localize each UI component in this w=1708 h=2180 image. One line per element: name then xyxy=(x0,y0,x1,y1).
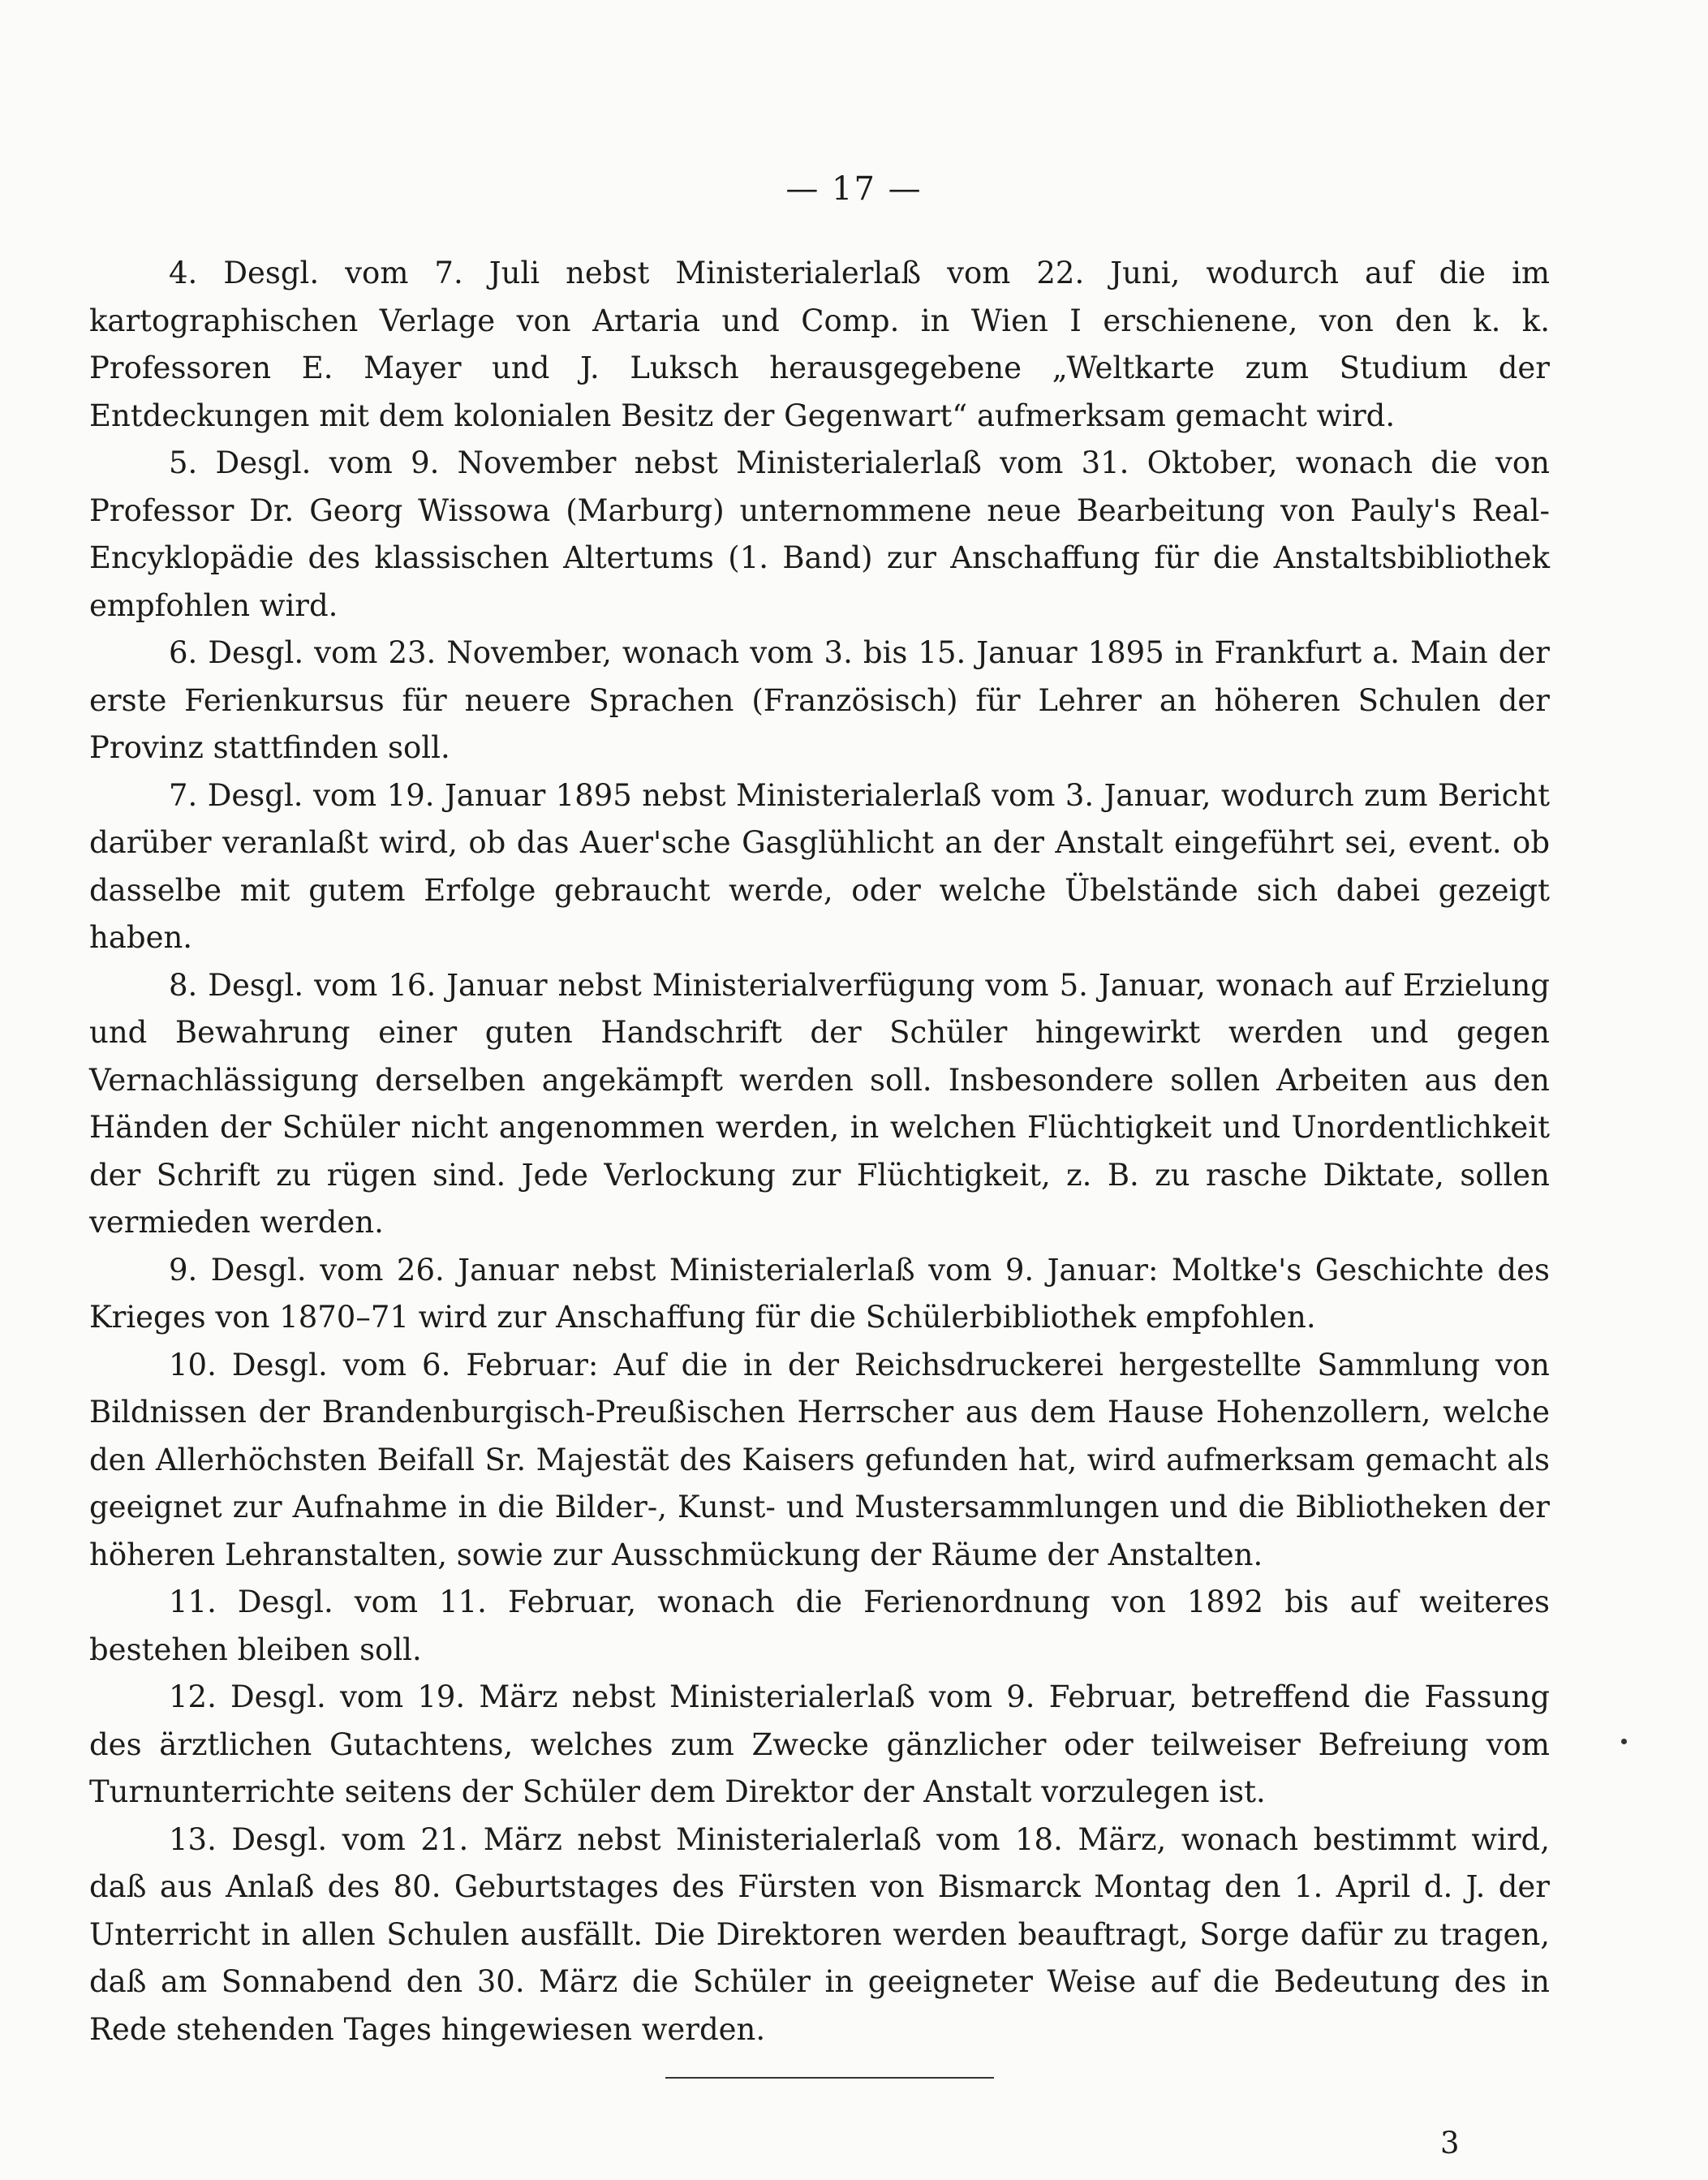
decree-item-5: 5. Desgl. vom 9. November nebst Ministerialerlaß vom 31. Oktober, wonach die von Professor Dr. Georg Wissowa (Marburg) unternommene neue Bearbeitung von Pauly's Real-Encyklopädie des klassischen Altertums (1. Band) zur Anschaffung für die Anstaltsbibliothek empfohlen wird. xyxy=(89,445,1550,623)
page-number: — 17 — xyxy=(785,170,923,208)
decree-item-10: 10. Desgl. vom 6. Februar: Auf die in der Reichsdruckerei hergestellte Sammlung von Bildnissen der Brandenburgisch-Preußischen Herrscher aus dem Hause Hohenzollern, welche den Allerhöchsten Beifall Sr. Majestät des Kaisers gefunden hat, wird aufmerksam gemacht als geeignet zur Aufnahme in die Bilder-, Kunst- und Mustersammlungen und die Bibliotheken der höheren Lehranstalten, sowie zur Ausschmückung der Räume der Anstalten. xyxy=(89,1347,1550,1572)
decree-item-4: 4. Desgl. vom 7. Juli nebst Ministerialerlaß vom 22. Juni, wodurch auf die im kartographischen Verlage von Artaria und Comp. in Wien I erschienene, von den k. k. Professoren E. Mayer und J. Luksch herausgegebene „Weltkarte zum Studium der Entdeckungen mit dem kolonialen Besitz der Gegenwart“ aufmerksam gemacht wird. xyxy=(89,256,1550,433)
document-body xyxy=(89,250,1550,2053)
decree-item-12: 12. Desgl. vom 19. März nebst Ministerialerlaß vom 9. Februar, betreffend die Fassung des ärztlichen Gutachtens, welches zum Zwecke gänzlicher oder teilweiser Befreiung vom Turnunterrichte seitens der Schüler dem Direktor der Anstalt vorzulegen ist. xyxy=(89,1679,1550,1809)
decree-item-8: 8. Desgl. vom 16. Januar nebst Ministerialverfügung vom 5. Januar, wonach auf Erzielung und Bewahrung einer guten Handschrift der Schüler hingewirkt werden und gegen Vernachlässigung derselben angekämpft werden soll. Insbesondere sollen Arbeiten aus den Händen der Schüler nicht angenommen werden, in welchen Flüchtigkeit und Unordentlichkeit der Schrift zu rügen sind. Jede Verlockung zur Flüchtigkeit, z. B. zu rasche Diktate, sollen vermieden werden. xyxy=(89,967,1550,1240)
scan-speck xyxy=(1621,1739,1627,1744)
decree-item-7: 7. Desgl. vom 19. Januar 1895 nebst Ministerialerlaß vom 3. Januar, wodurch zum Bericht darüber veranlaßt wird, ob das Auer'sche Gasglühlicht an der Anstalt eingeführt sei, event. ob dasselbe mit gutem Erfolge gebraucht werde, oder welche Übelstände sich dabei gezeigt haben. xyxy=(89,777,1550,955)
decree-item-9: 9. Desgl. vom 26. Januar nebst Ministerialerlaß vom 9. Januar: Moltke's Geschichte des Krieges von 1870–71 wird zur Anschaffung für die Schülerbibliothek empfohlen. xyxy=(89,1252,1550,1335)
decree-item-13: 13. Desgl. vom 21. März nebst Ministerialerlaß vom 18. März, wonach bestimmt wird, daß aus Anlaß des 80. Geburtstages des Fürsten von Bismarck Montag den 1. April d. J. der Unterricht in allen Schulen ausfällt. Die Direktoren werden beauftragt, Sorge dafür zu tragen, daß am Sonnabend den 30. März die Schüler in geeigneter Weise auf die Bedeutung des in Rede stehenden Tages hingewiesen werden. xyxy=(89,1821,1550,2047)
section-divider xyxy=(665,2077,994,2079)
decree-item-6: 6. Desgl. vom 23. November, wonach vom 3. bis 15. Januar 1895 in Frankfurt a. Main der erste Ferienkursus für neuere Sprachen (Französisch) für Lehrer an höheren Schulen der Provinz stattfinden soll. xyxy=(89,635,1550,765)
signature-mark: 3 xyxy=(1440,2126,1460,2161)
decree-item-11: 11. Desgl. vom 11. Februar, wonach die Ferienordnung von 1892 bis auf weiteres bestehen bleiben soll. xyxy=(89,1584,1550,1667)
